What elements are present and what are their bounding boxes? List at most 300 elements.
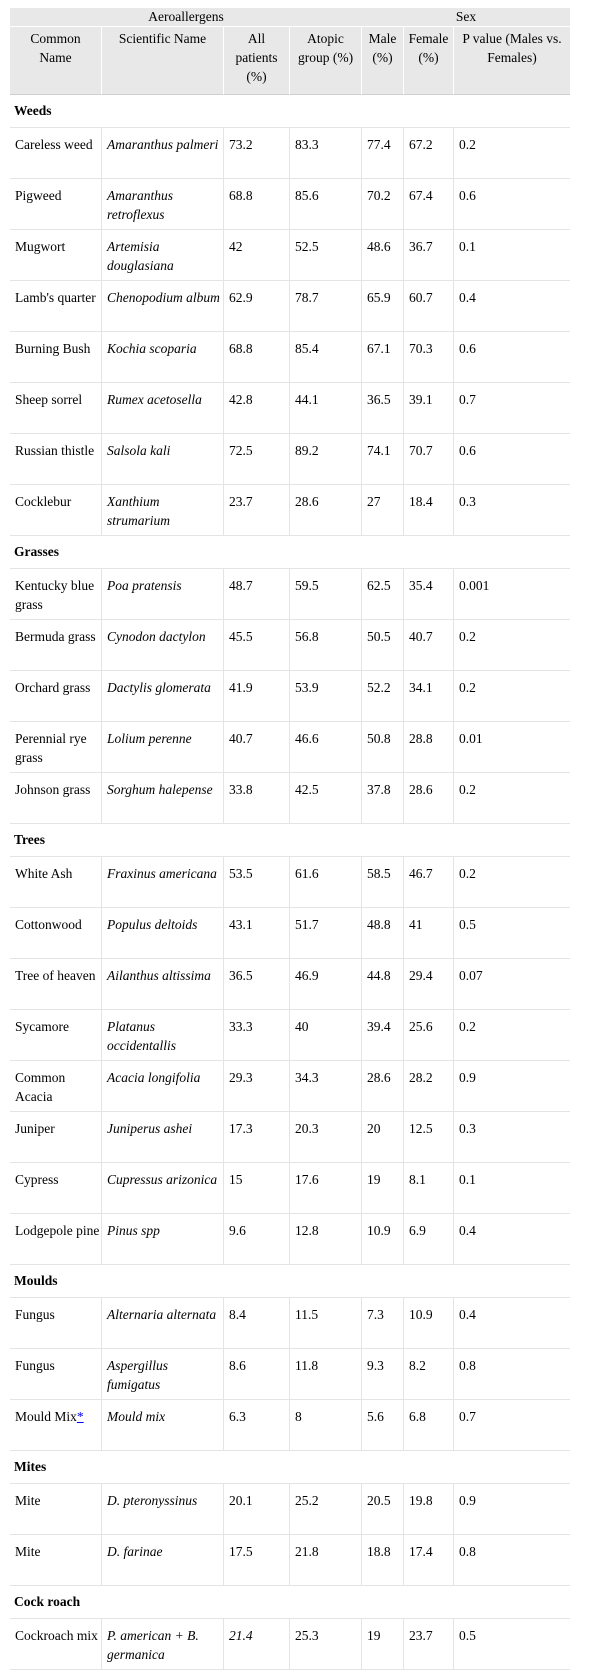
cell-common-name: [10, 1112, 102, 1163]
cell-scientific-name-text: Kochia scoparia: [107, 341, 197, 356]
cell-male-text: 39.4: [367, 1019, 391, 1034]
cell-common-name-text: Sheep sorrel: [15, 392, 83, 407]
cell-atopic-group-text: 20.3: [295, 1121, 319, 1136]
cell-common-name: [10, 773, 102, 824]
cell-p-value: [454, 281, 570, 332]
cell-all-patients-text: 45.5: [229, 629, 253, 644]
cell-common-name: [10, 434, 102, 485]
cell-male-text: 50.5: [367, 629, 391, 644]
cell-female-text: 6.9: [409, 1223, 426, 1238]
cell-atopic-group: [290, 1010, 362, 1061]
cell-scientific-name: [102, 959, 224, 1010]
cell-common-name: [10, 179, 102, 230]
cell-female: [404, 773, 454, 824]
cell-scientific-name: [102, 1484, 224, 1535]
cell-scientific-name: [102, 1163, 224, 1214]
cell-scientific-name: [102, 332, 224, 383]
cell-all-patients-text: 36.5: [229, 968, 253, 983]
table-row: [10, 485, 570, 536]
cell-p-value: [454, 383, 570, 434]
table-row: [10, 332, 570, 383]
cell-all-patients: [224, 1619, 290, 1670]
section-title: Trees: [10, 824, 570, 857]
allergen-table-container: [10, 8, 570, 1670]
cell-common-name: [10, 959, 102, 1010]
cell-p-value-text: 0.4: [459, 290, 476, 305]
cell-atopic-group-text: 28.6: [295, 494, 319, 509]
cell-male-text: 70.2: [367, 188, 391, 203]
cell-female: [404, 1163, 454, 1214]
cell-male: [362, 332, 404, 383]
cell-scientific-name-text: Sorghum halepense: [107, 782, 213, 797]
cell-atopic-group: [290, 281, 362, 332]
cell-atopic-group: [290, 1163, 362, 1214]
cell-female: [404, 671, 454, 722]
cell-all-patients: [224, 1484, 290, 1535]
cell-male-text: 65.9: [367, 290, 391, 305]
cell-common-name: [10, 569, 102, 620]
section-title: Weeds: [10, 95, 570, 128]
cell-common-name-text: Cocklebur: [15, 494, 72, 509]
cell-male-text: 5.6: [367, 1409, 384, 1424]
cell-atopic-group-text: 40: [295, 1019, 309, 1034]
cell-female-text: 28.8: [409, 731, 433, 746]
cell-male: [362, 1619, 404, 1670]
cell-common-name-text: Pigweed: [15, 188, 62, 203]
cell-male: [362, 1349, 404, 1400]
cell-scientific-name-text: Amaranthus retroflexus: [107, 188, 174, 222]
cell-male-text: 62.5: [367, 578, 391, 593]
cell-scientific-name: [102, 671, 224, 722]
table-row: [10, 722, 570, 773]
cell-atopic-group: [290, 332, 362, 383]
cell-male: [362, 383, 404, 434]
cell-all-patients: [224, 1163, 290, 1214]
cell-common-name-text: Common Acacia: [15, 1070, 66, 1104]
cell-scientific-name-text: Juniperus ashei: [107, 1121, 193, 1136]
cell-atopic-group-text: 52.5: [295, 239, 319, 254]
cell-scientific-name-text: Poa pratensis: [107, 578, 182, 593]
cell-all-patients: [224, 332, 290, 383]
cell-common-name-text: White Ash: [15, 866, 73, 881]
column-header-common-name: Common Name: [10, 27, 102, 95]
column-header-male: Male (%): [362, 27, 404, 95]
cell-p-value-text: 0.5: [459, 1628, 476, 1643]
cell-all-patients: [224, 1400, 290, 1451]
cell-p-value: [454, 1484, 570, 1535]
cell-all-patients-text: 15: [229, 1172, 243, 1187]
cell-all-patients-text: 33.3: [229, 1019, 253, 1034]
cell-scientific-name: [102, 179, 224, 230]
cell-common-name: [10, 1484, 102, 1535]
cell-p-value-text: 0.9: [459, 1493, 476, 1508]
cell-atopic-group: [290, 1214, 362, 1265]
cell-female: [404, 128, 454, 179]
cell-male: [362, 281, 404, 332]
cell-all-patients-text: 42: [229, 239, 243, 254]
cell-atopic-group-text: 21.8: [295, 1544, 319, 1559]
table-row: [10, 773, 570, 824]
cell-all-patients: [224, 620, 290, 671]
cell-scientific-name: [102, 857, 224, 908]
cell-p-value: [454, 1400, 570, 1451]
cell-male: [362, 1010, 404, 1061]
table-row: [10, 908, 570, 959]
cell-common-name-text: Mould Mix: [15, 1409, 77, 1424]
cell-female-text: 10.9: [409, 1307, 433, 1322]
cell-all-patients: [224, 1112, 290, 1163]
cell-all-patients: [224, 1214, 290, 1265]
cell-scientific-name-text: Alternaria alternata: [107, 1307, 217, 1322]
table-row: [10, 1619, 570, 1670]
cell-all-patients: [224, 959, 290, 1010]
section-row: [10, 824, 570, 857]
cell-all-patients: [224, 434, 290, 485]
cell-female: [404, 908, 454, 959]
cell-female-text: 46.7: [409, 866, 433, 881]
cell-common-name: [10, 908, 102, 959]
cell-p-value-text: 0.7: [459, 1409, 476, 1424]
cell-all-patients: [224, 281, 290, 332]
cell-female: [404, 1061, 454, 1112]
cell-scientific-name: [102, 485, 224, 536]
cell-scientific-name: [102, 1298, 224, 1349]
cell-common-name: [10, 1163, 102, 1214]
cell-male-text: 28.6: [367, 1070, 391, 1085]
cell-atopic-group: [290, 1349, 362, 1400]
cell-common-name: [10, 485, 102, 536]
cell-p-value-text: 0.1: [459, 239, 476, 254]
section-row: [10, 95, 570, 128]
cell-male: [362, 1535, 404, 1586]
cell-scientific-name: [102, 1349, 224, 1400]
cell-scientific-name-text: D. pteronyssinus: [107, 1493, 198, 1508]
cell-p-value: [454, 1061, 570, 1112]
section-row: [10, 1451, 570, 1484]
section-row: [10, 1586, 570, 1619]
cell-male-text: 48.8: [367, 917, 391, 932]
cell-male-text: 52.2: [367, 680, 391, 695]
cell-male-text: 18.8: [367, 1544, 391, 1559]
cell-all-patients-text: 17.5: [229, 1544, 253, 1559]
cell-common-name: [10, 1619, 102, 1670]
cell-p-value-text: 0.01: [459, 731, 483, 746]
cell-female: [404, 179, 454, 230]
cell-all-patients-text: 43.1: [229, 917, 253, 932]
cell-female: [404, 281, 454, 332]
cell-male-text: 7.3: [367, 1307, 384, 1322]
table-row: [10, 281, 570, 332]
cell-female: [404, 722, 454, 773]
cell-female-text: 29.4: [409, 968, 433, 983]
cell-scientific-name-text: P. american + B. germanica: [107, 1628, 199, 1662]
cell-atopic-group-text: 46.6: [295, 731, 319, 746]
cell-female-text: 67.4: [409, 188, 433, 203]
cell-atopic-group-text: 17.6: [295, 1172, 319, 1187]
column-header-p-value: P value (Males vs. Females): [454, 27, 570, 95]
cell-common-name-text: Bermuda grass: [15, 629, 96, 644]
cell-common-name: [10, 1061, 102, 1112]
cell-female: [404, 959, 454, 1010]
cell-p-value-text: 0.2: [459, 866, 476, 881]
cell-common-name-text: Careless weed: [15, 137, 93, 152]
table-row: [10, 1349, 570, 1400]
cell-female: [404, 1619, 454, 1670]
cell-all-patients-text: 8.6: [229, 1358, 246, 1373]
cell-all-patients: [224, 722, 290, 773]
cell-atopic-group-text: 25.2: [295, 1493, 319, 1508]
table-row: [10, 1010, 570, 1061]
cell-female: [404, 1349, 454, 1400]
cell-common-name-text: Lodgepole pine: [15, 1223, 100, 1238]
cell-p-value-text: 0.6: [459, 443, 476, 458]
cell-atopic-group: [290, 434, 362, 485]
cell-all-patients-text: 20.1: [229, 1493, 253, 1508]
cell-scientific-name-text: D. farinae: [107, 1544, 163, 1559]
cell-common-name-text: Burning Bush: [15, 341, 91, 356]
cell-p-value: [454, 1349, 570, 1400]
table-row: [10, 1112, 570, 1163]
cell-p-value-text: 0.9: [459, 1070, 476, 1085]
cell-atopic-group: [290, 1619, 362, 1670]
cell-scientific-name-text: Xanthium strumarium: [107, 494, 171, 528]
cell-p-value: [454, 332, 570, 383]
cell-atopic-group: [290, 908, 362, 959]
section-row: [10, 1265, 570, 1298]
cell-common-name-text: Orchard grass: [15, 680, 91, 695]
cell-female: [404, 569, 454, 620]
section-title: Moulds: [10, 1265, 570, 1298]
table-row: [10, 230, 570, 281]
cell-p-value: [454, 773, 570, 824]
cell-atopic-group: [290, 230, 362, 281]
cell-male: [362, 1061, 404, 1112]
cell-common-name: [10, 383, 102, 434]
cell-p-value: [454, 230, 570, 281]
cell-p-value-text: 0.5: [459, 917, 476, 932]
cell-all-patients: [224, 1349, 290, 1400]
cell-common-name: [10, 1298, 102, 1349]
cell-all-patients: [224, 569, 290, 620]
cell-all-patients: [224, 179, 290, 230]
cell-all-patients-text: 41.9: [229, 680, 253, 695]
cell-female-text: 34.1: [409, 680, 433, 695]
cell-all-patients-text: 33.8: [229, 782, 253, 797]
cell-male-text: 20: [367, 1121, 381, 1136]
table-row: [10, 1535, 570, 1586]
cell-p-value: [454, 1619, 570, 1670]
cell-all-patients-text: 72.5: [229, 443, 253, 458]
cell-common-name: [10, 722, 102, 773]
table-row: [10, 434, 570, 485]
cell-p-value-text: 0.2: [459, 680, 476, 695]
cell-atopic-group-text: 78.7: [295, 290, 319, 305]
cell-atopic-group-text: 59.5: [295, 578, 319, 593]
cell-p-value-text: 0.2: [459, 629, 476, 644]
cell-female-text: 70.3: [409, 341, 433, 356]
cell-common-name-text: Mite: [15, 1544, 41, 1559]
cell-female-text: 28.6: [409, 782, 433, 797]
cell-male: [362, 434, 404, 485]
cell-common-name: [10, 332, 102, 383]
cell-male: [362, 722, 404, 773]
cell-p-value: [454, 620, 570, 671]
cell-p-value-text: 0.2: [459, 137, 476, 152]
table-row: [10, 1298, 570, 1349]
cell-scientific-name-text: Rumex acetosella: [107, 392, 202, 407]
cell-female-text: 36.7: [409, 239, 433, 254]
cell-common-name-text: Cockroach mix: [15, 1628, 98, 1643]
cell-female-text: 8.2: [409, 1358, 426, 1373]
cell-p-value: [454, 722, 570, 773]
cell-female: [404, 1010, 454, 1061]
cell-p-value-text: 0.3: [459, 1121, 476, 1136]
cell-atopic-group: [290, 1535, 362, 1586]
cell-atopic-group-text: 25.3: [295, 1628, 319, 1643]
cell-male-text: 20.5: [367, 1493, 391, 1508]
cell-all-patients: [224, 1061, 290, 1112]
cell-male: [362, 857, 404, 908]
cell-female: [404, 332, 454, 383]
cell-common-name-text: Mite: [15, 1493, 41, 1508]
cell-scientific-name-text: Amaranthus palmeri: [107, 137, 219, 152]
cell-female: [404, 1400, 454, 1451]
cell-all-patients-text: 42.8: [229, 392, 253, 407]
cell-common-name: [10, 620, 102, 671]
cell-all-patients-text: 8.4: [229, 1307, 246, 1322]
cell-male-text: 36.5: [367, 392, 391, 407]
cell-scientific-name-text: Chenopodium album: [107, 290, 220, 305]
cell-common-name: [10, 1535, 102, 1586]
cell-all-patients: [224, 1010, 290, 1061]
column-header-female: Female (%): [404, 27, 454, 95]
cell-all-patients: [224, 773, 290, 824]
cell-atopic-group: [290, 1400, 362, 1451]
cell-all-patients: [224, 128, 290, 179]
section-title: Mites: [10, 1451, 570, 1484]
cell-all-patients: [224, 230, 290, 281]
cell-female: [404, 383, 454, 434]
cell-female: [404, 434, 454, 485]
cell-common-name: [10, 1349, 102, 1400]
cell-atopic-group-text: 83.3: [295, 137, 319, 152]
cell-female-text: 12.5: [409, 1121, 433, 1136]
cell-p-value: [454, 959, 570, 1010]
cell-all-patients-text: 53.5: [229, 866, 253, 881]
cell-p-value-text: 0.8: [459, 1358, 476, 1373]
cell-atopic-group-text: 53.9: [295, 680, 319, 695]
cell-female: [404, 620, 454, 671]
cell-atopic-group: [290, 620, 362, 671]
cell-scientific-name-text: Artemisia douglasiana: [107, 239, 174, 273]
table-row: [10, 128, 570, 179]
cell-atopic-group: [290, 485, 362, 536]
cell-common-name-text: Cottonwood: [15, 917, 82, 932]
cell-male: [362, 908, 404, 959]
cell-scientific-name: [102, 281, 224, 332]
cell-male: [362, 569, 404, 620]
cell-scientific-name: [102, 434, 224, 485]
cell-all-patients: [224, 383, 290, 434]
cell-common-name-text: Fungus: [15, 1358, 55, 1373]
cell-male: [362, 1298, 404, 1349]
cell-p-value-text: 0.001: [459, 578, 490, 593]
cell-scientific-name-text: Acacia longifolia: [107, 1070, 201, 1085]
cell-common-name-text: Mugwort: [15, 239, 66, 254]
cell-female-text: 35.4: [409, 578, 433, 593]
cell-scientific-name-text: Cynodon dactylon: [107, 629, 206, 644]
cell-male-text: 10.9: [367, 1223, 391, 1238]
cell-atopic-group: [290, 383, 362, 434]
cell-common-name: [10, 281, 102, 332]
cell-common-name-text: Juniper: [15, 1121, 55, 1136]
cell-atopic-group-text: 89.2: [295, 443, 319, 458]
cell-female: [404, 1298, 454, 1349]
cell-atopic-group-text: 12.8: [295, 1223, 319, 1238]
cell-common-name: [10, 1010, 102, 1061]
table-body: [10, 95, 570, 1670]
cell-female-text: 18.4: [409, 494, 433, 509]
cell-atopic-group: [290, 1298, 362, 1349]
cell-female: [404, 1484, 454, 1535]
cell-p-value-text: 0.4: [459, 1223, 476, 1238]
cell-scientific-name: [102, 1214, 224, 1265]
cell-common-name-text: Tree of heaven: [15, 968, 96, 983]
cell-female: [404, 485, 454, 536]
cell-scientific-name-text: Populus deltoids: [107, 917, 198, 932]
cell-male: [362, 671, 404, 722]
cell-common-name: [10, 128, 102, 179]
cell-p-value: [454, 1298, 570, 1349]
cell-scientific-name-text: Ailanthus altissima: [107, 968, 211, 983]
allergen-table: [10, 8, 570, 1670]
cell-all-patients: [224, 671, 290, 722]
cell-scientific-name: [102, 773, 224, 824]
footnote-link[interactable]: *: [76, 1409, 84, 1424]
cell-common-name-text: Lamb's quarter: [15, 290, 96, 305]
table-row: [10, 1484, 570, 1535]
cell-all-patients-text: 23.7: [229, 494, 253, 509]
cell-male: [362, 620, 404, 671]
cell-male-text: 19: [367, 1172, 381, 1187]
cell-scientific-name-text: Lolium perenne: [107, 731, 192, 746]
cell-scientific-name: [102, 230, 224, 281]
cell-male: [362, 1400, 404, 1451]
cell-atopic-group: [290, 671, 362, 722]
cell-p-value: [454, 1535, 570, 1586]
cell-common-name-text: Fungus: [15, 1307, 55, 1322]
cell-common-name: [10, 1400, 102, 1451]
cell-male: [362, 1214, 404, 1265]
cell-p-value: [454, 434, 570, 485]
cell-p-value: [454, 1112, 570, 1163]
cell-scientific-name: [102, 620, 224, 671]
cell-scientific-name: [102, 1112, 224, 1163]
cell-p-value-text: 0.3: [459, 494, 476, 509]
cell-male: [362, 179, 404, 230]
cell-male: [362, 773, 404, 824]
cell-common-name: [10, 671, 102, 722]
cell-female: [404, 1535, 454, 1586]
cell-p-value: [454, 857, 570, 908]
table-row: [10, 959, 570, 1010]
cell-common-name: [10, 230, 102, 281]
cell-scientific-name: [102, 569, 224, 620]
cell-common-name: [10, 1214, 102, 1265]
cell-common-name-text: Cypress: [15, 1172, 59, 1187]
cell-female-text: 41: [409, 917, 423, 932]
cell-common-name-text: Kentucky blue grass: [15, 578, 95, 612]
